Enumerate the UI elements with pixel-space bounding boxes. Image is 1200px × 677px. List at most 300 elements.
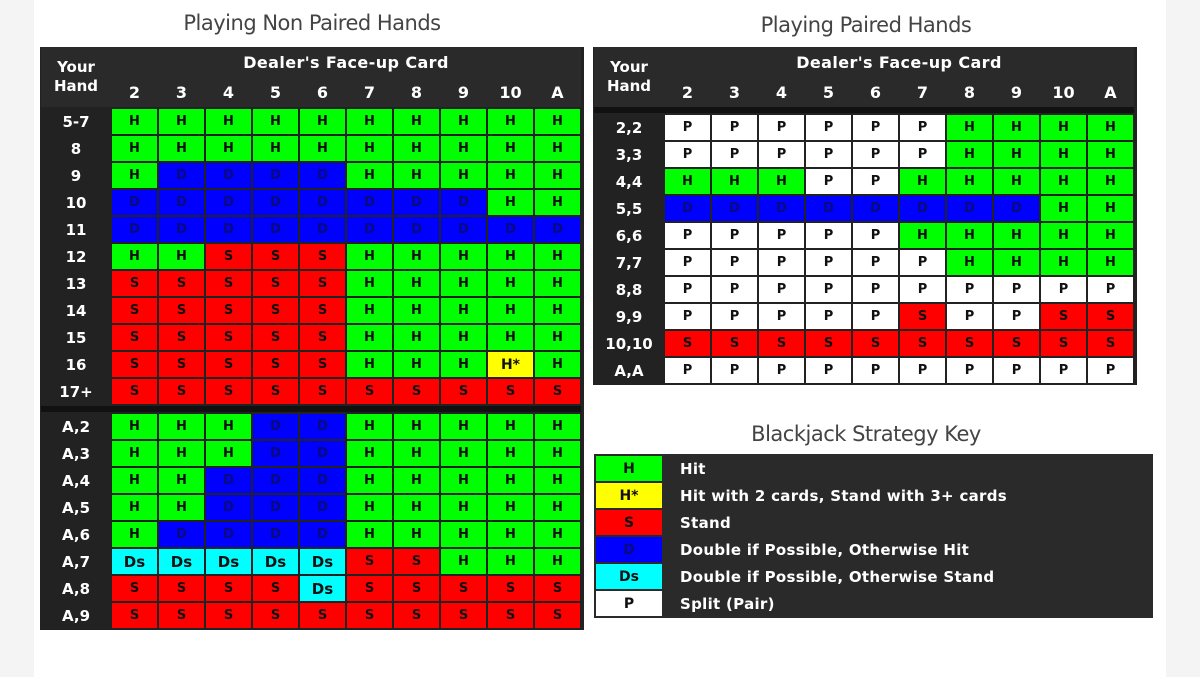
action-cell: S	[158, 602, 205, 629]
action-cell: H	[487, 135, 534, 162]
action-cell: H	[1040, 222, 1087, 249]
hand-label: 10	[41, 189, 111, 216]
action-cell: H	[1040, 141, 1087, 168]
action-cell: H	[393, 297, 440, 324]
hand-row	[41, 378, 581, 405]
action-cell: H	[299, 108, 346, 135]
hand-label: 7,7	[594, 249, 664, 276]
action-cell: S	[346, 378, 393, 405]
action-cell: H	[205, 108, 252, 135]
action-cell: H	[440, 548, 487, 575]
action-cell: H	[1040, 168, 1087, 195]
key-row	[595, 563, 1152, 590]
action-cell: P	[946, 276, 993, 303]
action-cell: H	[946, 141, 993, 168]
action-cell: S	[487, 602, 534, 629]
key-swatch: Ds	[595, 563, 663, 590]
action-cell: H	[393, 494, 440, 521]
action-cell: H	[1087, 249, 1134, 276]
hand-label: 15	[41, 324, 111, 351]
action-cell: S	[711, 330, 758, 357]
action-cell: S	[252, 324, 299, 351]
action-cell: P	[758, 357, 805, 384]
action-cell: Ds	[111, 548, 158, 575]
hand-label: 6,6	[594, 222, 664, 249]
hand-row	[594, 357, 1134, 384]
action-cell: P	[711, 249, 758, 276]
action-cell: H	[534, 467, 581, 494]
action-cell: H	[487, 494, 534, 521]
hand-row	[41, 216, 581, 243]
action-cell: H	[487, 189, 534, 216]
action-cell: D	[993, 195, 1040, 222]
action-cell: S	[1087, 303, 1134, 330]
action-cell: S	[664, 330, 711, 357]
action-cell: S	[252, 378, 299, 405]
dealer-card-9: 9	[440, 77, 487, 108]
hand-label: 12	[41, 243, 111, 270]
action-cell: H	[440, 162, 487, 189]
dealer-card-header: Dealer's Face-up Card	[111, 47, 581, 77]
hand-label: A,9	[41, 602, 111, 629]
action-cell: D	[205, 521, 252, 548]
dealer-card-4: 4	[758, 77, 805, 107]
action-cell: H	[346, 108, 393, 135]
action-cell: P	[1040, 357, 1087, 384]
action-cell: S	[158, 575, 205, 602]
action-cell: H	[158, 135, 205, 162]
hand-row	[41, 135, 581, 162]
action-cell: H	[346, 324, 393, 351]
action-cell: D	[534, 216, 581, 243]
action-cell: H	[664, 168, 711, 195]
action-cell: Ds	[299, 575, 346, 602]
action-cell: D	[158, 521, 205, 548]
action-cell: P	[993, 276, 1040, 303]
action-cell: D	[111, 189, 158, 216]
action-cell: H	[758, 168, 805, 195]
action-cell: P	[852, 249, 899, 276]
your-hand-label-line1: Your	[57, 58, 95, 76]
hand-label: 17+	[41, 378, 111, 405]
action-cell: D	[252, 162, 299, 189]
hand-row	[41, 413, 581, 440]
action-cell: P	[899, 357, 946, 384]
non-paired-title: Playing Non Paired Hands	[183, 11, 441, 35]
action-cell: P	[664, 276, 711, 303]
action-cell: D	[252, 467, 299, 494]
key-description: Stand	[663, 509, 1152, 536]
hand-row	[41, 108, 581, 135]
action-cell: P	[664, 222, 711, 249]
action-cell: S	[346, 602, 393, 629]
action-cell: D	[758, 195, 805, 222]
action-cell: H	[111, 440, 158, 467]
action-cell: H*	[487, 351, 534, 378]
action-cell: P	[758, 276, 805, 303]
hand-label: 14	[41, 297, 111, 324]
hand-row	[41, 521, 581, 548]
key-swatch: P	[595, 590, 663, 617]
action-cell: H	[158, 413, 205, 440]
action-cell: H	[393, 521, 440, 548]
action-cell: D	[252, 189, 299, 216]
action-cell: H	[1087, 141, 1134, 168]
action-cell: P	[758, 114, 805, 141]
key-row	[595, 455, 1152, 482]
action-cell: H	[487, 548, 534, 575]
action-cell: H	[946, 222, 993, 249]
key-row	[595, 509, 1152, 536]
action-cell: H	[534, 135, 581, 162]
action-cell: S	[205, 378, 252, 405]
action-cell: D	[158, 189, 205, 216]
hand-row	[41, 324, 581, 351]
action-cell: H	[158, 243, 205, 270]
action-cell: D	[346, 216, 393, 243]
action-cell: Ds	[252, 548, 299, 575]
action-cell: P	[946, 357, 993, 384]
dealer-card-2: 2	[664, 77, 711, 107]
action-cell: S	[1087, 330, 1134, 357]
action-cell: P	[993, 357, 1040, 384]
action-cell: S	[111, 575, 158, 602]
action-cell: H	[534, 521, 581, 548]
action-cell: P	[946, 303, 993, 330]
action-cell: H	[534, 189, 581, 216]
action-cell: H	[487, 243, 534, 270]
key-description: Hit	[663, 455, 1152, 482]
action-cell: H	[440, 243, 487, 270]
action-cell: S	[252, 270, 299, 297]
action-cell: H	[993, 141, 1040, 168]
action-cell: H	[393, 467, 440, 494]
action-cell: H	[111, 135, 158, 162]
hand-label: 9,9	[594, 303, 664, 330]
hand-label: A,3	[41, 440, 111, 467]
key-row	[595, 536, 1152, 563]
action-cell: S	[393, 602, 440, 629]
hand-label: 5-7	[41, 108, 111, 135]
action-cell: H	[440, 135, 487, 162]
action-cell: H	[158, 440, 205, 467]
strategy-sheet	[34, 0, 1166, 677]
action-cell: S	[299, 324, 346, 351]
action-cell: P	[664, 114, 711, 141]
action-cell: H	[946, 114, 993, 141]
dealer-card-3: 3	[158, 77, 205, 108]
action-cell: H	[534, 351, 581, 378]
dealer-card-8: 8	[393, 77, 440, 108]
dealer-card-a: A	[534, 77, 581, 108]
action-cell: S	[205, 575, 252, 602]
your-hand-label-line2: Hand	[606, 77, 652, 95]
action-cell: D	[899, 195, 946, 222]
action-cell: H	[487, 413, 534, 440]
section-separator	[594, 107, 1134, 114]
action-cell: H	[393, 108, 440, 135]
hand-row	[41, 467, 581, 494]
action-cell: P	[899, 114, 946, 141]
action-cell: H	[111, 243, 158, 270]
action-cell: H	[111, 108, 158, 135]
your-hand-label-line1: Your	[610, 58, 648, 76]
hand-row	[594, 168, 1134, 195]
action-cell: H	[205, 440, 252, 467]
hand-label: A,6	[41, 521, 111, 548]
action-cell: S	[111, 378, 158, 405]
action-cell: H	[111, 494, 158, 521]
your-hand-header	[41, 47, 111, 108]
action-cell: S	[534, 378, 581, 405]
dealer-card-7: 7	[899, 77, 946, 107]
action-cell: S	[252, 351, 299, 378]
action-cell: P	[899, 141, 946, 168]
action-cell: H	[993, 222, 1040, 249]
dealer-card-a: A	[1087, 77, 1134, 107]
action-cell: H	[393, 270, 440, 297]
action-cell: D	[252, 521, 299, 548]
action-cell: H	[346, 297, 393, 324]
action-cell: D	[711, 195, 758, 222]
action-cell: D	[299, 440, 346, 467]
action-cell: H	[946, 168, 993, 195]
action-cell: H	[1040, 114, 1087, 141]
action-cell: H	[487, 440, 534, 467]
action-cell: H	[346, 413, 393, 440]
action-cell: H	[946, 249, 993, 276]
hand-label: A,7	[41, 548, 111, 575]
action-cell: P	[805, 141, 852, 168]
dealer-card-5: 5	[805, 77, 852, 107]
action-cell: H	[111, 521, 158, 548]
action-cell: H	[534, 243, 581, 270]
action-cell: D	[487, 216, 534, 243]
dealer-card-7: 7	[346, 77, 393, 108]
action-cell: H	[346, 440, 393, 467]
action-cell: H	[534, 324, 581, 351]
action-cell: H	[899, 222, 946, 249]
key-description: Split (Pair)	[663, 590, 1152, 617]
hand-row	[594, 114, 1134, 141]
action-cell: H	[534, 440, 581, 467]
action-cell: S	[111, 297, 158, 324]
action-cell: D	[252, 494, 299, 521]
action-cell: P	[711, 357, 758, 384]
action-cell: S	[899, 330, 946, 357]
paired-table	[593, 47, 1137, 385]
action-cell: H	[205, 413, 252, 440]
hand-row	[594, 222, 1134, 249]
dealer-card-9: 9	[993, 77, 1040, 107]
dealer-card-2: 2	[111, 77, 158, 108]
key-row	[595, 482, 1152, 509]
action-cell: S	[299, 270, 346, 297]
hand-label: 9	[41, 162, 111, 189]
action-cell: H	[1087, 222, 1134, 249]
action-cell: H	[534, 413, 581, 440]
dealer-card-10: 10	[487, 77, 534, 108]
action-cell: S	[993, 330, 1040, 357]
hand-label: A,8	[41, 575, 111, 602]
action-cell: H	[393, 243, 440, 270]
action-cell: P	[805, 222, 852, 249]
action-cell: S	[946, 330, 993, 357]
action-cell: S	[487, 378, 534, 405]
action-cell: D	[252, 440, 299, 467]
hand-label: 2,2	[594, 114, 664, 141]
action-cell: H	[346, 521, 393, 548]
action-cell: P	[758, 141, 805, 168]
key-row	[595, 590, 1152, 617]
action-cell: H	[993, 249, 1040, 276]
dealer-card-3: 3	[711, 77, 758, 107]
action-cell: P	[852, 168, 899, 195]
action-cell: D	[252, 216, 299, 243]
action-cell: P	[1087, 357, 1134, 384]
your-hand-label-line2: Hand	[53, 77, 99, 95]
key-swatch: H*	[595, 482, 663, 509]
action-cell: H	[1087, 195, 1134, 222]
hand-label: A,A	[594, 357, 664, 384]
action-cell: P	[664, 249, 711, 276]
action-cell: H	[534, 162, 581, 189]
action-cell: D	[346, 189, 393, 216]
hand-row	[41, 297, 581, 324]
key-description: Hit with 2 cards, Stand with 3+ cards	[663, 482, 1152, 509]
action-cell: S	[534, 602, 581, 629]
action-cell: H	[440, 413, 487, 440]
hand-row	[594, 249, 1134, 276]
your-hand-header	[594, 47, 664, 107]
action-cell: D	[393, 189, 440, 216]
action-cell: S	[111, 602, 158, 629]
action-cell: H	[440, 324, 487, 351]
key-description: Double if Possible, Otherwise Hit	[663, 536, 1152, 563]
action-cell: S	[252, 602, 299, 629]
hand-row	[41, 494, 581, 521]
action-cell: S	[111, 351, 158, 378]
action-cell: P	[711, 141, 758, 168]
action-cell: P	[899, 276, 946, 303]
key-swatch: D	[595, 536, 663, 563]
action-cell: S	[899, 303, 946, 330]
dealer-card-8: 8	[946, 77, 993, 107]
hand-label: 5,5	[594, 195, 664, 222]
action-cell: Ds	[299, 548, 346, 575]
strategy-key	[594, 454, 1153, 618]
action-cell: D	[299, 216, 346, 243]
action-cell: H	[487, 521, 534, 548]
action-cell: S	[158, 270, 205, 297]
action-cell: H	[393, 324, 440, 351]
action-cell: H	[534, 494, 581, 521]
action-cell: S	[252, 243, 299, 270]
action-cell: D	[205, 467, 252, 494]
action-cell: S	[205, 324, 252, 351]
action-cell: P	[664, 303, 711, 330]
hand-row	[41, 602, 581, 629]
dealer-card-header: Dealer's Face-up Card	[664, 47, 1134, 77]
action-cell: S	[852, 330, 899, 357]
action-cell: H	[534, 270, 581, 297]
action-cell: D	[299, 413, 346, 440]
action-cell: S	[440, 602, 487, 629]
action-cell: H	[1087, 114, 1134, 141]
action-cell: S	[299, 351, 346, 378]
action-cell: P	[852, 276, 899, 303]
action-cell: D	[440, 216, 487, 243]
action-cell: H	[1087, 168, 1134, 195]
action-cell: P	[805, 249, 852, 276]
action-cell: P	[852, 303, 899, 330]
action-cell: P	[852, 222, 899, 249]
action-cell: S	[758, 330, 805, 357]
action-cell: H	[440, 440, 487, 467]
non-paired-table	[40, 47, 584, 630]
action-cell: P	[852, 141, 899, 168]
hand-row	[594, 303, 1134, 330]
action-cell: P	[758, 222, 805, 249]
action-cell: P	[711, 114, 758, 141]
action-cell: D	[805, 195, 852, 222]
action-cell: H	[711, 168, 758, 195]
action-cell: S	[1040, 330, 1087, 357]
hand-row	[41, 575, 581, 602]
hand-row	[594, 276, 1134, 303]
hand-label: 3,3	[594, 141, 664, 168]
action-cell: P	[805, 168, 852, 195]
action-cell: D	[393, 216, 440, 243]
action-cell: D	[664, 195, 711, 222]
action-cell: H	[899, 168, 946, 195]
action-cell: S	[440, 378, 487, 405]
hand-row	[594, 141, 1134, 168]
action-cell: D	[205, 189, 252, 216]
action-cell: H	[346, 270, 393, 297]
hand-label: A,5	[41, 494, 111, 521]
hand-row	[41, 243, 581, 270]
action-cell: S	[205, 270, 252, 297]
action-cell: H	[393, 351, 440, 378]
action-cell: S	[111, 270, 158, 297]
action-cell: H	[534, 108, 581, 135]
action-cell: H	[993, 168, 1040, 195]
action-cell: D	[440, 189, 487, 216]
action-cell: P	[758, 303, 805, 330]
action-cell: H	[440, 270, 487, 297]
action-cell: S	[346, 548, 393, 575]
hand-row	[594, 330, 1134, 357]
action-cell: S	[252, 575, 299, 602]
hand-label: A,2	[41, 413, 111, 440]
hand-row	[41, 440, 581, 467]
action-cell: S	[299, 243, 346, 270]
action-cell: H	[487, 467, 534, 494]
action-cell: S	[440, 575, 487, 602]
action-cell: S	[111, 324, 158, 351]
dealer-card-10: 10	[1040, 77, 1087, 107]
action-cell: D	[205, 494, 252, 521]
action-cell: S	[205, 243, 252, 270]
hand-label: 10,10	[594, 330, 664, 357]
hand-row	[41, 189, 581, 216]
action-cell: D	[299, 189, 346, 216]
action-cell: H	[1040, 195, 1087, 222]
action-cell: D	[111, 216, 158, 243]
action-cell: S	[205, 297, 252, 324]
key-swatch: S	[595, 509, 663, 536]
